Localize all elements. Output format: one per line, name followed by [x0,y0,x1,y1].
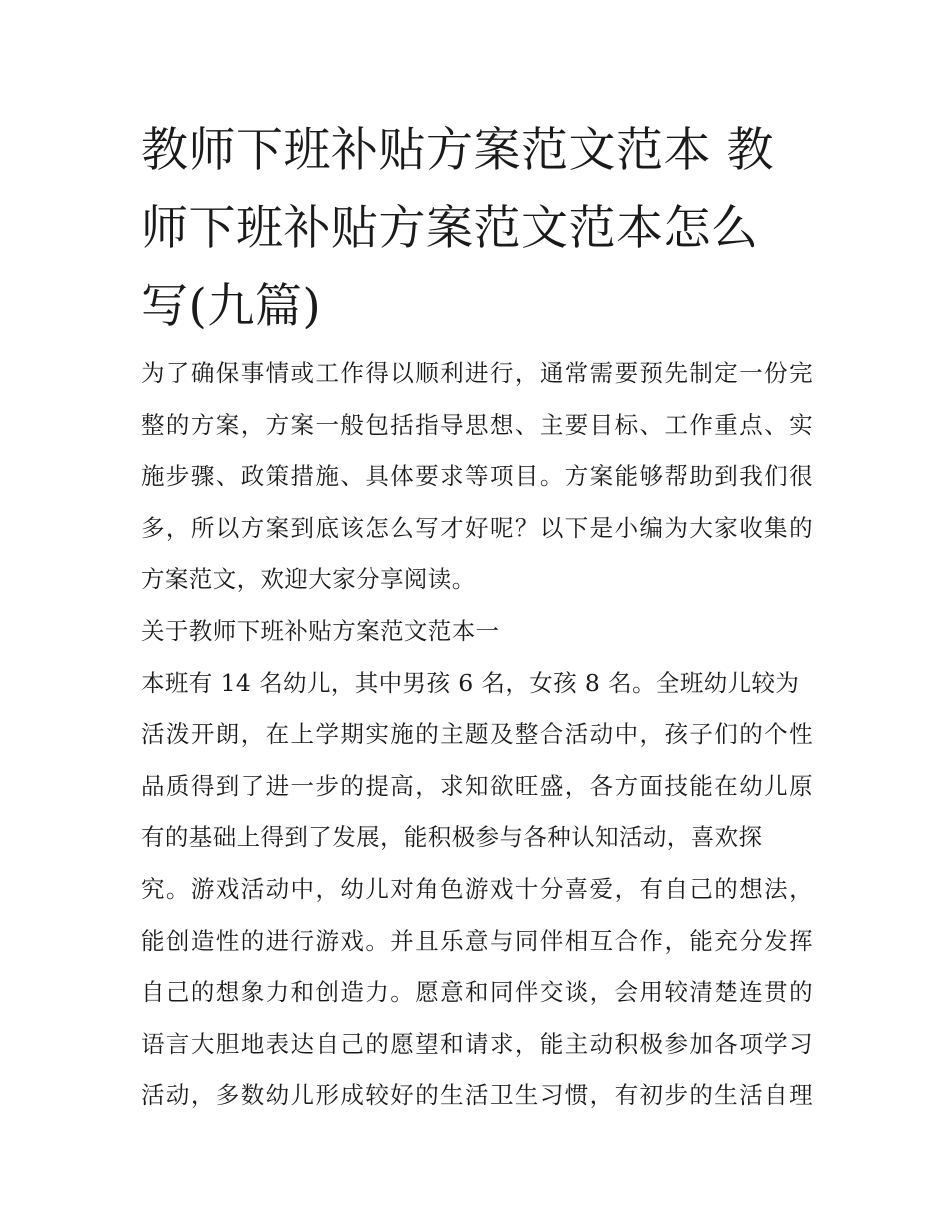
paragraph-line: 究。游戏活动中，幼儿对角色游戏十分喜爱，有自己的想法， [141,874,813,903]
paragraph-line: 方案范文，欢迎大家分享阅读。 [141,565,476,594]
intro-paragraph [141,348,813,606]
paragraph-line: 品质得到了进一步的提高，求知欲旺盛，各方面技能在幼儿原 [141,771,813,800]
paragraph-line: 施步骤、政策措施、具体要求等项目。方案能够帮助到我们很 [141,462,813,491]
title-line: 教师下班补贴方案范文范本 教 [141,123,774,178]
paragraph-line: 自己的想象力和创造力。愿意和同伴交谈，会用较清楚连贯的 [141,978,813,1007]
title-line: 师下班补贴方案范文范本怎么 [141,201,759,256]
paragraph-line: 活泼开朗，在上学期实施的主题及整合活动中，孩子们的个性 [141,720,813,749]
title-line: 写(九篇) [141,279,322,334]
document-page [141,112,813,1122]
paragraph-line: 整的方案，方案一般包括指导思想、主要目标、工作重点、实 [141,410,813,439]
paragraph-line: 本班有 14 名幼儿，其中男孩 6 名，女孩 8 名。全班幼儿较为 [141,668,800,697]
document-title [141,112,813,346]
section-paragraph [141,658,813,1122]
paragraph-line: 活动，多数幼儿形成较好的生活卫生习惯，有初步的生活自理 [141,1081,813,1110]
paragraph-line: 语言大胆地表达自己的愿望和请求，能主动积极参加各项学习 [141,1029,813,1058]
document-body [141,348,813,1122]
paragraph-line: 为了确保事情或工作得以顺利进行，通常需要预先制定一份完 [141,359,813,387]
paragraph-line: 能创造性的进行游戏。并且乐意与同伴相互合作，能充分发挥 [141,926,813,955]
section-heading: 关于教师下班补贴方案范文范本一 [141,616,500,645]
paragraph-line: 有的基础上得到了发展，能积极参与各种认知活动，喜欢探 [141,823,763,852]
paragraph-line: 多，所以方案到底该怎么写才好呢？以下是小编为大家收集的 [141,513,813,542]
